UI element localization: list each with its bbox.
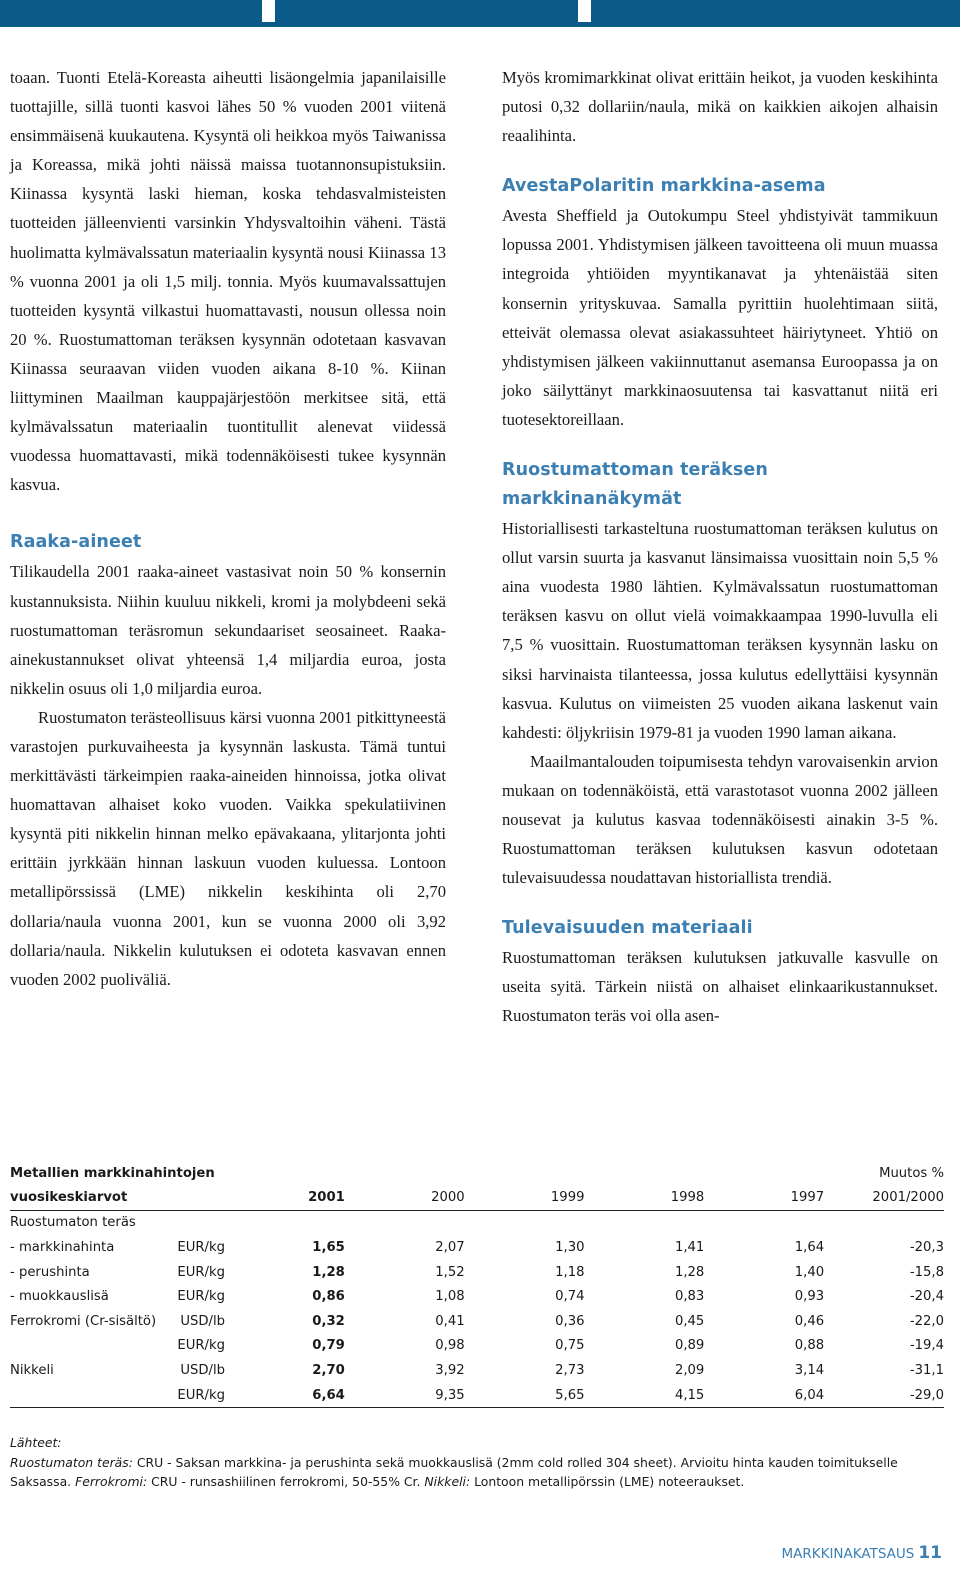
- row-label: - perushinta: [10, 1264, 90, 1280]
- footer-label: MARKKINAKATSAUS: [781, 1546, 915, 1562]
- change-header: 2001/2000: [824, 1185, 944, 1210]
- row-unit: EUR/kg: [177, 1289, 225, 1305]
- price-cell: 1,52: [435, 1264, 465, 1280]
- price-cell: 1,28: [312, 1264, 345, 1280]
- table-row: [10, 1210, 944, 1235]
- section-heading-raaka-aineet: Raaka-aineet: [10, 532, 142, 553]
- source-label: Nikkeli:: [424, 1474, 471, 1490]
- row-unit: EUR/kg: [118, 1383, 226, 1408]
- price-cell: 0,93: [794, 1289, 825, 1305]
- paragraph: Ruostumaton terästeollisuus kärsi vuonna 2001 pitkittyneestä varastojen purkuvaiheesta ja kysynnän laskusta. Tämä tuntui merkittävästi tärkeimpien raaka-aineiden hinnoissa, jotka olivat huomattavan alhaiset koko vuoden. Vaikka spekulatiivinen kysyntä piti nikkelin hinnan melko epävakaana, ylitarjonta johti erittäin jyrkkään hinnan laskuun vuoden kuluessa. Lontoon metallipörssissä (LME) nikkelin keskihinta oli 2,70 dollaria/naula vuonna 2001, kun se vuonna 2000 oli 3,92 dollaria/naula. Nikkelin kulutuksen ei odoteta kasvavan ennen vuoden 2002 puoliväliä.: [10, 707, 446, 989]
- table-row: [10, 1235, 944, 1260]
- price-cell: 0,86: [312, 1289, 345, 1305]
- change-cell: -20,4: [909, 1289, 944, 1305]
- source-text: CRU - runsashiilinen ferrokromi, 50-55% Cr.: [147, 1474, 425, 1490]
- section-heading-tulevaisuuden-materiaali: Tulevaisuuden materiaali: [502, 918, 753, 939]
- row-label: Nikkeli: [10, 1362, 54, 1378]
- page-footer: [781, 1543, 942, 1563]
- price-cell: 0,45: [674, 1313, 705, 1329]
- price-cell: 9,35: [345, 1383, 465, 1408]
- price-cell: 0,46: [794, 1313, 825, 1329]
- change-cell: -19,4: [909, 1338, 944, 1354]
- price-cell: 1,28: [674, 1264, 705, 1280]
- paragraph: Tilikaudella 2001 raaka-aineet vastasivat noin 50 % konsernin kustannuksista. Niihin kuuluu nikkeli, kromi ja molybdeeni sekä ruostumattoman teräsromun sekundaariset seosaineet. Raaka-ainekustannukset olivat yhteensä 1,4 miljardia euroa, josta nikkelin osuus oli 1,0 miljardia euroa.: [10, 562, 446, 698]
- source-label: Ruostumaton teräs:: [10, 1454, 133, 1470]
- table-title: Metallien markkinahintojen: [10, 1165, 215, 1181]
- top-bar-notch: [262, 0, 275, 22]
- price-cell: 0,41: [435, 1313, 465, 1329]
- row-unit: USD/lb: [180, 1313, 225, 1329]
- left-column: [10, 63, 446, 994]
- price-cell: 5,65: [465, 1383, 585, 1408]
- table-header-row: [10, 1161, 944, 1185]
- price-cell: 1,18: [555, 1264, 585, 1280]
- price-cell: 2,07: [435, 1239, 465, 1255]
- sources-text: [10, 1453, 944, 1492]
- price-cell: 1,65: [312, 1239, 345, 1255]
- source-text: Lontoon metallipörssin (LME) noteeraukset.: [470, 1474, 745, 1490]
- row-label: Ferrokromi (Cr-sisältö): [10, 1313, 157, 1329]
- price-cell: 1,08: [435, 1289, 465, 1305]
- row-unit: USD/lb: [180, 1362, 225, 1378]
- row-unit: EUR/kg: [177, 1338, 225, 1354]
- table-row: [10, 1383, 944, 1408]
- price-cell: 6,64: [225, 1383, 345, 1408]
- paragraph: Avesta Sheffield ja Outokumpu Steel yhdistyivät tammikuun lopussa 2001. Yhdistymisen jälkeen tavoitteena oli muun muassa integroida yhtiöiden myyntikanavat ja yhtenäistää siten konsernin yrityskuvaa. Samalla pyrittiin huolehtimaan siitä, etteivät olemassa olevat asiakassuhteet häiriytyneet. Yhtiö on yhdistymisen jälkeen vakiinnuttanut asemansa Euroopassa ja on joko säilyttänyt markkinaosuutensa tai kasvattanut niitä eri tuotesektoreillaan.: [502, 206, 938, 429]
- year-header: 1999: [465, 1185, 585, 1210]
- price-cell: 2,70: [312, 1362, 345, 1378]
- row-label: [10, 1334, 118, 1359]
- row-unit: EUR/kg: [177, 1239, 225, 1255]
- year-header: 1998: [584, 1185, 704, 1210]
- table-row: [10, 1358, 944, 1383]
- price-cell: 1,30: [555, 1239, 585, 1255]
- price-cell: 1,40: [794, 1264, 825, 1280]
- price-cell: 1,41: [674, 1239, 705, 1255]
- table-title: vuosikeskiarvot: [10, 1185, 118, 1210]
- table-header-row: [10, 1185, 944, 1210]
- year-header: 1997: [704, 1185, 824, 1210]
- price-cell: 3,14: [794, 1362, 825, 1378]
- source-text: CRU - Saksan markkina- ja perushinta sekä muokkauslisä (2mm cold rolled 304 sheet). Arvioitu hinta kauden toimitukselle Saksassa.: [10, 1454, 898, 1490]
- paragraph: toaan. Tuonti Etelä-Koreasta aiheutti lisäongelmia japanilaisille tuottajille, sillä tuonti kasvoi lähes 50 % vuoden 2001 viitenä ensimmäisenä kuukautena. Kysyntä oli heikkoa myös Taiwanissa ja Koreassa, mikä johti näissä maissa tuotannonsupistuksiin. Kiinassa kysyntä laski hieman, koska tehdasvalmisteisten tuotteiden jälleenvienti varsinkin Yhdysvaltoihin väheni. Tästä huolimatta kylmävalssatun materiaalin kysyntä nousi Kiinassa 13 % vuonna 2001 ja oli 1,5 milj. tonnia. Myös kuumavalssattujen tuotteiden kysyntä vilkastui huomattavasti, nousun ollessa noin 20 %. Ruostumattoman teräksen kysynnän odotetaan kasvavan Kiinassa seuraavan viiden vuoden aikana 8-10 %. Kiinan liittyminen Maailman kauppajärjestöön merkitsee sitä, että kylmävalssatun materiaalin tuontitullit alenevat viidessä vuodessa huomattavasti, mikä todennäköisesti tukee kysynnän kasvua.: [10, 68, 446, 495]
- top-color-bar: [0, 0, 960, 27]
- row-label: [10, 1383, 118, 1408]
- table-row: [10, 1309, 944, 1334]
- price-cell: 2,73: [555, 1362, 585, 1378]
- change-cell: -20,3: [909, 1239, 944, 1255]
- price-cell: 3,92: [435, 1362, 465, 1378]
- price-cell: 1,64: [794, 1239, 825, 1255]
- price-cell: 4,15: [584, 1383, 704, 1408]
- row-label: - markkinahinta: [10, 1239, 115, 1255]
- price-cell: 6,04: [704, 1383, 824, 1408]
- year-header: 2001: [225, 1185, 345, 1210]
- page-number: 11: [918, 1543, 942, 1563]
- row-label: - muokkauslisä: [10, 1289, 109, 1305]
- price-cell: 0,79: [312, 1338, 345, 1354]
- price-cell: 2,09: [674, 1362, 705, 1378]
- paragraph: Ruostumattoman teräksen kulutuksen jatkuvalle kasvulle on useita syitä. Tärkein niistä on alhaiset elinkaarikustannukset. Ruostumaton teräs voi olla asen-: [502, 948, 938, 1026]
- change-cell: -22,0: [909, 1313, 944, 1329]
- paragraph: Myös kromimarkkinat olivat erittäin heikot, ja vuoden keskihinta putosi 0,32 dollariin/naula, mikä on kaikkien aikojen alhaisin reaalihinta.: [502, 68, 938, 146]
- top-bar-notch: [578, 0, 591, 22]
- section-heading-avestapolarit: AvestaPolaritin markkina-asema: [502, 176, 826, 197]
- change-header: Muutos %: [879, 1165, 944, 1181]
- section-heading-markkinanakymat: Ruostumattoman teräksen markkinanäkymät: [502, 460, 768, 510]
- change-cell: -29,0: [824, 1383, 944, 1408]
- change-cell: -15,8: [909, 1264, 944, 1280]
- table-row: [10, 1334, 944, 1359]
- source-label: Ferrokromi:: [75, 1474, 148, 1490]
- price-cell: 0,89: [674, 1338, 705, 1354]
- price-cell: 0,98: [435, 1338, 465, 1354]
- price-cell: 0,88: [794, 1338, 825, 1354]
- right-column: [502, 63, 938, 1031]
- sources-note: [10, 1433, 944, 1492]
- price-cell: 0,74: [555, 1289, 585, 1305]
- metal-prices-table: [10, 1161, 944, 1408]
- table-row: [10, 1260, 944, 1285]
- table-row: [10, 1284, 944, 1309]
- price-cell: 0,83: [674, 1289, 705, 1305]
- table-group-label: Ruostumaton teräs: [10, 1215, 136, 1231]
- paragraph: Historiallisesti tarkasteltuna ruostumattoman teräksen kulutus on ollut varsin suurta ja kasvanut länsimaissa vuosittain noin 5,5 % aina vuodesta 1980 lähtien. Kylmävalssatun ruostumattoman teräksen kasvu on ollut vielä voimakkaampaa 1990-luvulla eli 7,5 % vuosittain. Ruostumattoman teräksen kysynnän lasku on siksi harvinaista tilanteessa, jossa kulutus edellyttäisi kysynnän kasvua. Kulutus on viimeisten 25 vuoden aikana laskenut vain kahdesti: öljykriisin 1979-81 ja vuoden 1990 laman aikana.: [502, 519, 938, 742]
- sources-title: Lähteet:: [10, 1435, 62, 1450]
- change-cell: -31,1: [909, 1362, 944, 1378]
- year-header: 2000: [345, 1185, 465, 1210]
- paragraph: Maailmantalouden toipumisesta tehdyn varovaisenkin arvion mukaan on todennäköistä, että varastotasot vuonna 2002 jälleen nousevat ja kulutus kasvaa todennäköisesti ainakin 3-5 %. Ruostumattoman teräksen kulutuksen kasvun odotetaan tulevaisuudessa noudattavan historiallista trendiä.: [502, 751, 938, 888]
- row-unit: EUR/kg: [177, 1264, 225, 1280]
- price-cell: 0,36: [555, 1313, 585, 1329]
- price-cell: 0,75: [555, 1338, 585, 1354]
- price-cell: 0,32: [312, 1313, 345, 1329]
